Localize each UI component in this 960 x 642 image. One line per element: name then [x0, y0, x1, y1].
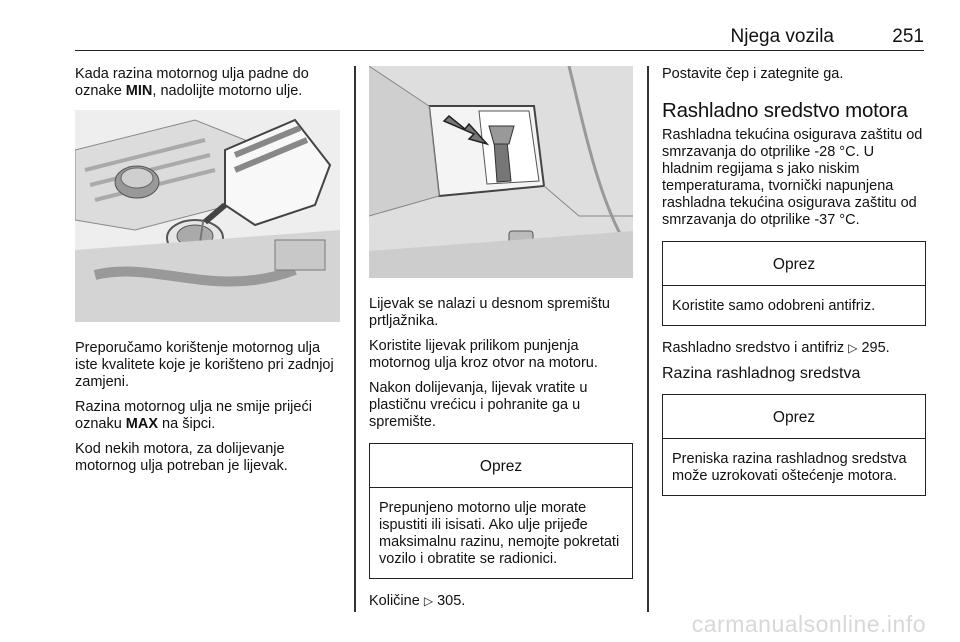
page-number: 251	[892, 26, 924, 47]
column-2	[369, 66, 633, 618]
subsection-heading: Razina rashladnog sredstva	[662, 365, 861, 382]
reference-arrow-icon: ▷	[423, 594, 434, 608]
paragraph: Lijevak se nalazi u desnom spremištu prtljažnika.	[369, 296, 610, 329]
paragraph: Nakon dolijevanja, lijevak vratite u plastičnu vrećicu i pohranite ga u spremište.	[369, 380, 588, 430]
caution-box	[369, 443, 633, 579]
engine-oil-illustration	[75, 110, 340, 322]
page-header	[75, 22, 924, 51]
paragraph: Preporučamo korištenje motornog ulja iste kvalitete koje je korišteno pri zadnjoj zamjeni.	[75, 340, 334, 390]
caution-title: Oprez	[663, 242, 925, 286]
reference-arrow-icon: ▷	[848, 341, 858, 355]
section-heading: Rashladno sredstvo motora	[662, 99, 908, 122]
paragraph: Razina motornog ulja ne smije prijeći oznaku MAX na šipci.	[75, 399, 312, 432]
caution-body: Koristite samo odobreni antifriz.	[672, 298, 876, 314]
column-1	[75, 66, 340, 483]
column-divider	[647, 66, 649, 612]
caution-title: Oprez	[663, 395, 925, 439]
paragraph: Rashladna tekućina osigurava zaštitu od smrzavanja do otprilike -28 °C. U hladnim regijama s jako niskim temperaturama, tvornički napunjena rashladna tekućina osigurava zaštitu od smrzavanja do otprilike -37 °C.	[662, 127, 923, 228]
trunk-compartment-illustration	[369, 66, 633, 278]
caution-body: Prepunjeno motorno ulje morate ispustiti ili isisati. Ako ulje prijeđe maksimalnu razinu, nemojte pokretati vozilo i obratite se radionici.	[379, 500, 620, 567]
column-divider	[354, 66, 356, 612]
section-title: Njega vozila	[730, 26, 834, 47]
caution-box	[662, 241, 926, 326]
cross-reference: Rashladno sredstvo i antifriz ▷ 295.	[662, 340, 890, 356]
paragraph: Kada razina motornog ulja padne do oznake MIN, nadolijte motorno ulje.	[75, 66, 309, 99]
paragraph: Koristite lijevak prilikom punjenja motornog ulja kroz otvor na motoru.	[369, 338, 598, 371]
caution-box	[662, 394, 926, 496]
paragraph: Kod nekih motora, za dolijevanje motornog ulja potreban je lijevak.	[75, 441, 288, 474]
column-3	[662, 66, 926, 510]
watermark: carmanualsonline.info	[691, 611, 926, 637]
cross-reference: Količine ▷ 305.	[369, 593, 466, 609]
caution-body: Preniska razina rashladnog sredstva može uzrokovati oštećenje motora.	[672, 451, 907, 484]
caution-title: Oprez	[370, 444, 632, 488]
paragraph: Postavite čep i zategnite ga.	[662, 66, 844, 82]
